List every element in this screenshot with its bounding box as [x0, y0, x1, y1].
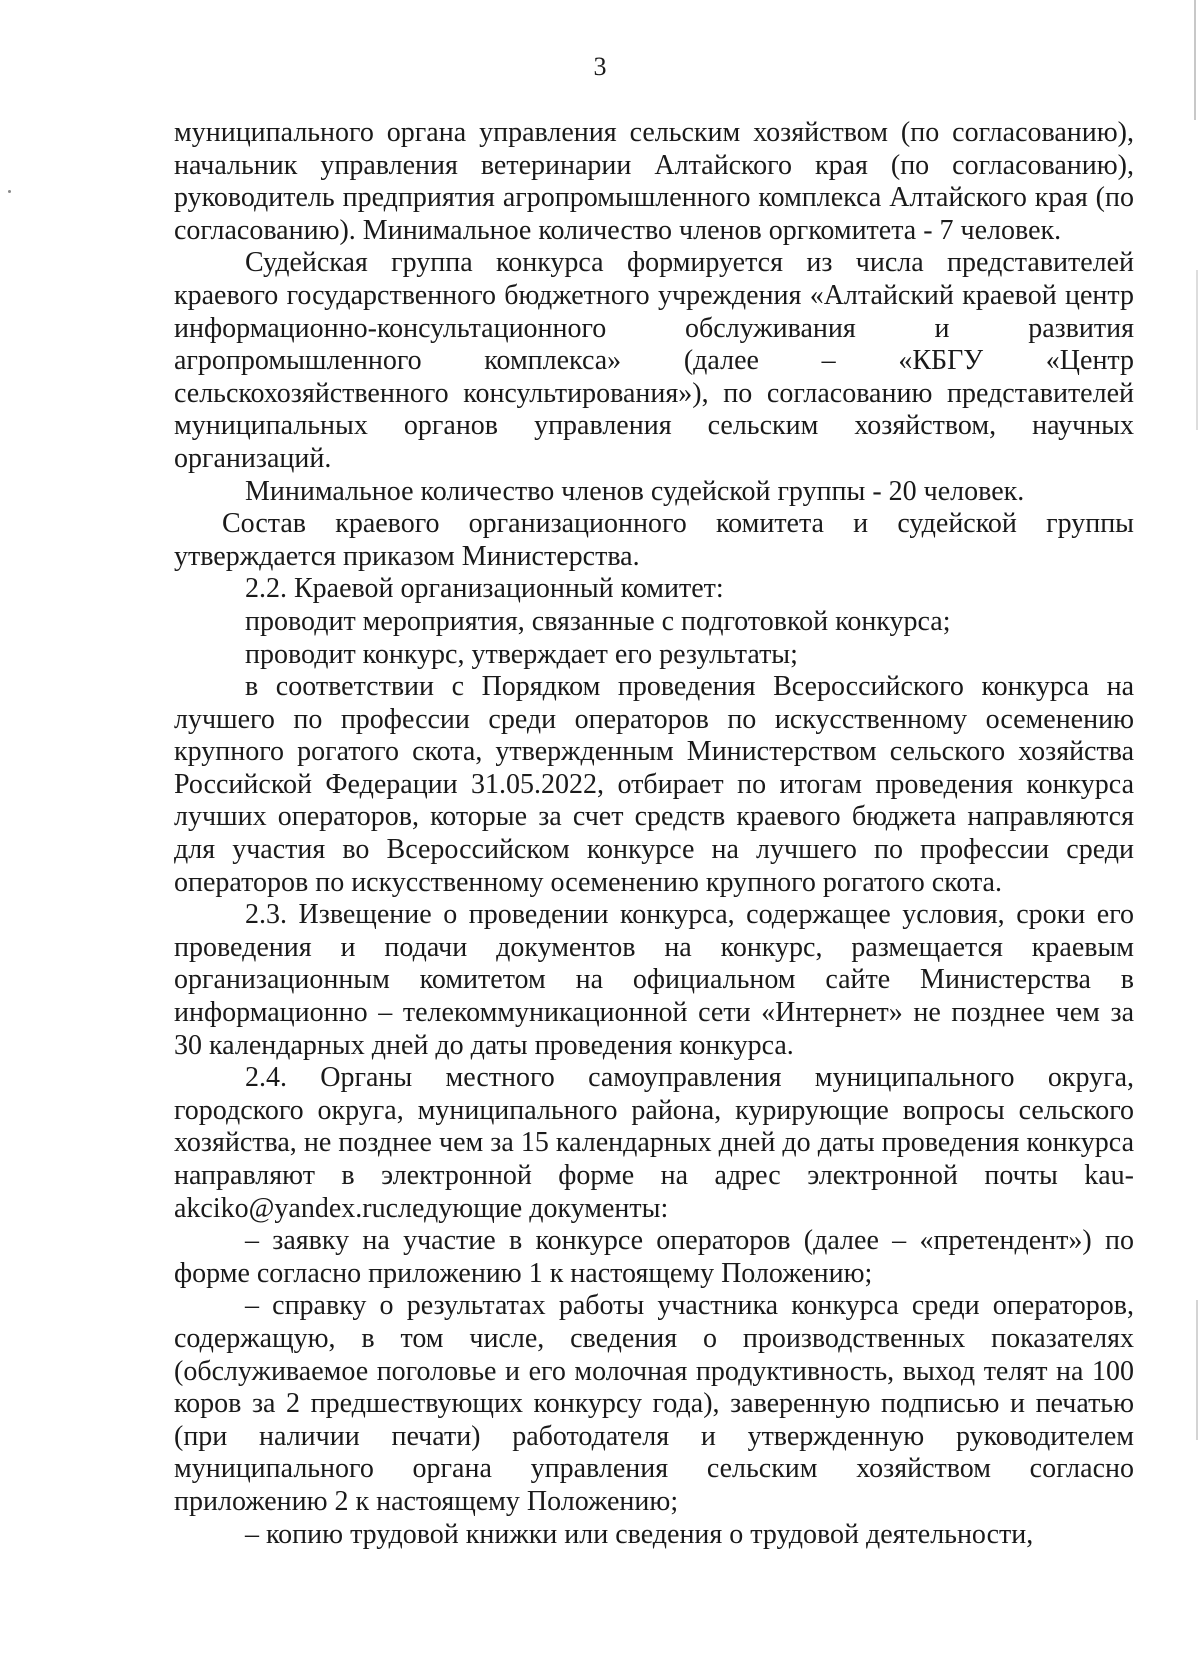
paragraph-selection-procedure: в соответствии с Порядком проведения Всероссийского конкурса на лучшего по профессии среди операторов по искусственному осеменению крупного рогатого скота, утвержденным Министерством сельского хозяйства Российской Федерации 31.05.2022, отбирает по итогам проведения конкурса лучших операторов, которые за счет средств краевого бюджета направляются для участия во Всероссийском конкурсе на лучшего по профессии среди операторов по искусственному осеменению крупного рогатого скота. — [174, 671, 1134, 898]
paragraph-section-2-3: 2.3. Извещение о проведении конкурса, содержащее условия, сроки его проведения и подачи документов на конкурс, размещается краевым организационным комитетом на официальном сайте Министерства в информационно – телекоммуникационной сети «Интернет» не позднее чем за 30 календарных дней до даты проведения конкурса. — [174, 899, 1134, 1061]
scan-edge-line-middle — [1196, 270, 1198, 430]
paragraph-jury-minimum: Минимальное количество членов судейской группы - 20 человек. — [245, 475, 1025, 507]
page-number: 3 — [593, 52, 607, 81]
paragraph-jury-group: Судейская группа конкурса формируется из числа представителей краевого государственного бюджетного учреждения «Алтайский краевой центр информационно-консультационного обслуживания и развития агропромышленного комплекса» (далее – «КБГУ «Центр сельскохозяйственного консультирования»), по согласованию представителей муниципальных органов управления сельским хозяйством, научных организаций. — [174, 247, 1134, 474]
paragraph-conducts-preparation: проводит мероприятия, связанные с подготовкой конкурса; — [245, 605, 951, 637]
list-item-employment-record: – копию трудовой книжки или сведения о трудовой деятельности, — [245, 1518, 1034, 1550]
list-item-performance-certificate: – справку о результатах работы участника конкурса среди операторов, содержащую, в том числе, сведения о производственных показателях (обслуживаемое поголовье и его молочная продуктивность, выход телят на 100 коров за 2 предшествующих конкурсу года), заверенную подписью и печатью (при наличии печати) работодателя и утвержденную руководителем муниципального органа управления сельским хозяйством согласно приложению 2 к настоящему Положению; — [174, 1290, 1134, 1517]
list-item-application: – заявку на участие в конкурсе операторов (далее – «претендент») по форме согласно приложению 1 к настоящему Положению; — [174, 1225, 1134, 1289]
paragraph-composition-approval: Состав краевого организационного комитета и судейской группы утверждается приказом Министерства. — [174, 508, 1134, 572]
document-body — [174, 117, 1134, 1551]
paragraph-conducts-contest: проводит конкурс, утверждает его результаты; — [245, 638, 798, 670]
paragraph-section-2-2: 2.2. Краевой организационный комитет: — [245, 573, 724, 605]
scan-edge-line-top — [1194, 0, 1196, 120]
paragraph-orgcommittee-members: муниципального органа управления сельским хозяйством (по согласованию), начальник управления ветеринарии Алтайского края (по согласованию), руководитель предприятия агропромышленного комплекса Алтайского края (по согласованию). Минимальное количество членов оргкомитета - 7 человек. — [174, 117, 1134, 246]
paragraph-section-2-4: 2.4. Органы местного самоуправления муниципального округа, городского округа, муниципального района, курирующие вопросы сельского хозяйства, не позднее чем за 15 календарных дней до даты проведения конкурса направляют в электронной форме на адрес электронной почты kau-akciko@yandex.ruследующие документы: — [174, 1062, 1134, 1224]
scan-edge-line-bottom — [1196, 1300, 1198, 1440]
scan-speck — [8, 190, 11, 193]
